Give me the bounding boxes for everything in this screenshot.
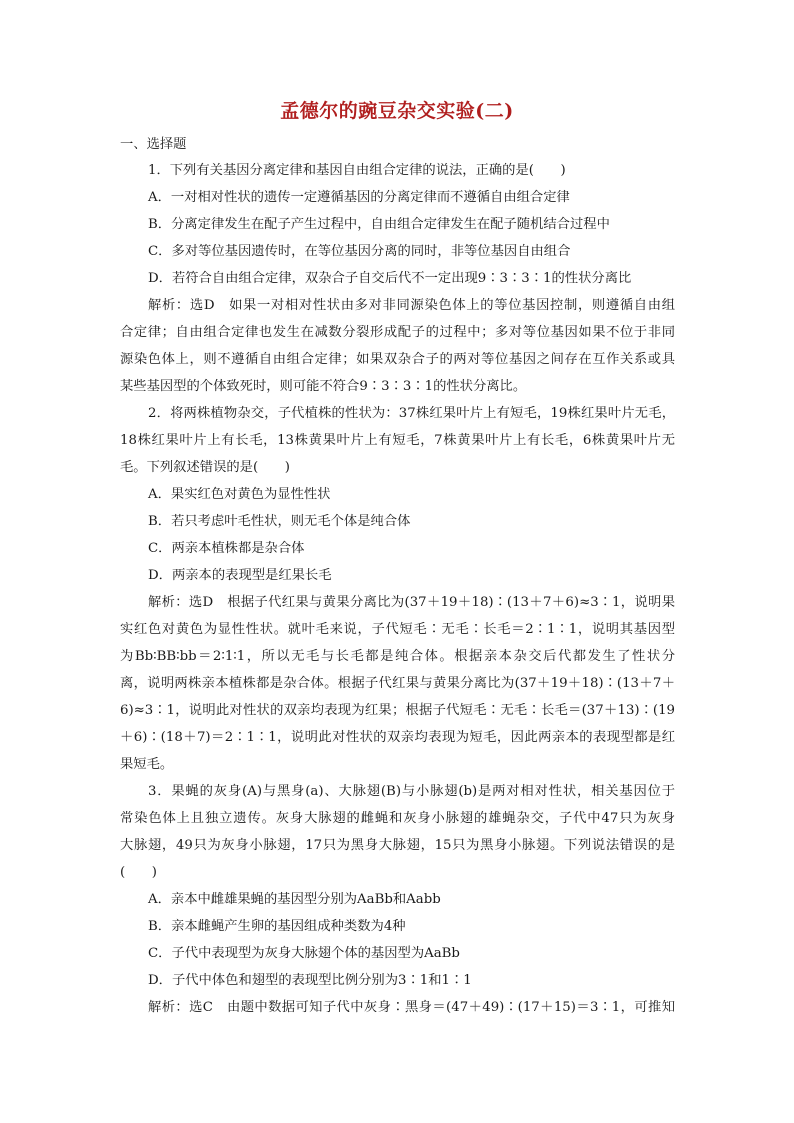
question-1-analysis-line: 源染色体上，则不遵循自由组合定律；如果双杂合子的两对等位基因之间存在互作关系或具 [120, 352, 675, 367]
question-2-stem-line: 2．将两株植物杂交，子代植株的性状为：37株红果叶片上有短毛，19株红果叶片无毛， [148, 406, 675, 421]
question-1-option-d: D．若符合自由组合定律，双杂合子自交后代不一定出现9∶3∶3∶1的性状分离比 [148, 271, 632, 286]
question-2-analysis-line: 解析：选D 根据子代红果与黄果分离比为(37＋19＋18)∶(13＋7＋6)≈3∶1，说明果 [148, 595, 675, 610]
question-3-option-d: D．子代中体色和翅型的表现型比例分别为3∶1和1∶1 [148, 973, 472, 988]
question-3-stem-line: 大脉翅，49只为灰身小脉翅，17只为黑身大脉翅，15只为黑身小脉翅。下列说法错误的是 [120, 838, 675, 853]
question-3-option-a: A．亲本中雌雄果蝇的基因型分别为AaBb和Aabb [148, 892, 441, 907]
question-2-analysis-line: ＋6)∶(18＋7)＝2∶1∶1，说明此对性状的双亲均表现为短毛，因此两亲本的表现型都是红 [120, 730, 675, 745]
question-3-option-c: C．子代中表现型为灰身大脉翅个体的基因型为AaBb [148, 946, 460, 961]
question-1-analysis-line: 合定律；自由组合定律也发生在减数分裂形成配子的过程中；多对等位基因如果不位于非同 [120, 325, 675, 340]
question-3-analysis-line: 解析：选C 由题中数据可知子代中灰身∶黑身＝(47＋49)∶(17＋15)＝3∶1，可推知 [148, 1000, 675, 1015]
question-2-analysis-line: 离，说明两株亲本植株都是杂合体。根据子代红果与黄果分离比为(37＋19＋18)∶(13＋7＋ [120, 676, 675, 691]
question-1-option-b: B．分离定律发生在配子产生过程中，自由组合定律发生在配子随机结合过程中 [148, 217, 610, 232]
question-1-option-c: C．多对等位基因遗传时，在等位基因分离的同时，非等位基因自由组合 [148, 244, 571, 259]
question-2-stem-line: 毛。下列叙述错误的是( ) [120, 460, 290, 475]
section-heading: 一、选择题 [120, 137, 187, 152]
question-2-analysis-line: 6)≈3∶1，说明此对性状的双亲均表现为红果；根据子代短毛∶无毛∶长毛＝(37＋13)∶(19 [120, 703, 675, 718]
question-2-analysis-line: 果短毛。 [120, 757, 174, 772]
question-3-stem-line: 常染色体上且独立遗传。灰身大脉翅的雌蝇和灰身小脉翅的雄蝇杂交，子代中47只为灰身 [120, 811, 675, 826]
question-2-option-c: C．两亲本植株都是杂合体 [148, 541, 305, 556]
question-1-stem: 1．下列有关基因分离定律和基因自由组合定律的说法，正确的是( ) [148, 163, 566, 178]
question-3-stem-line: 3．果蝇的灰身(A)与黑身(a)、大脉翅(B)与小脉翅(b)是两对相对性状，相关基因位于 [148, 784, 675, 799]
question-2-analysis-line: 为Bb∶BB∶bb＝2∶1∶1，所以无毛与长毛都是纯合体。根据亲本杂交后代都发生了性状分 [120, 649, 675, 664]
question-2-option-d: D．两亲本的表现型是红果长毛 [148, 568, 332, 583]
question-3-option-b: B．亲本雌蝇产生卵的基因组成种类数为4种 [148, 919, 406, 934]
question-2-option-a: A．果实红色对黄色为显性性状 [148, 487, 331, 502]
question-1-analysis-line: 解析：选D 如果一对相对性状由多对非同源染色体上的等位基因控制，则遵循自由组 [148, 298, 675, 313]
page-title: 孟德尔的豌豆杂交实验(二) [280, 100, 514, 122]
question-1-option-a: A．一对相对性状的遗传一定遵循基因的分离定律而不遵循自由组合定律 [148, 190, 570, 205]
question-2-option-b: B．若只考虑叶毛性状，则无毛个体是纯合体 [148, 514, 411, 529]
question-3-stem-line: ( ) [120, 865, 157, 880]
question-1-analysis-line: 某些基因型的个体致死时，则可能不符合9∶3∶3∶1的性状分离比。 [120, 379, 527, 394]
question-2-analysis-line: 实红色对黄色为显性性状。就叶毛来说，子代短毛∶无毛∶长毛＝2∶1∶1，说明其基因型 [120, 622, 675, 637]
question-2-stem-line: 18株红果叶片上有长毛，13株黄果叶片上有短毛，7株黄果叶片上有长毛，6株黄果叶片无 [120, 433, 675, 448]
